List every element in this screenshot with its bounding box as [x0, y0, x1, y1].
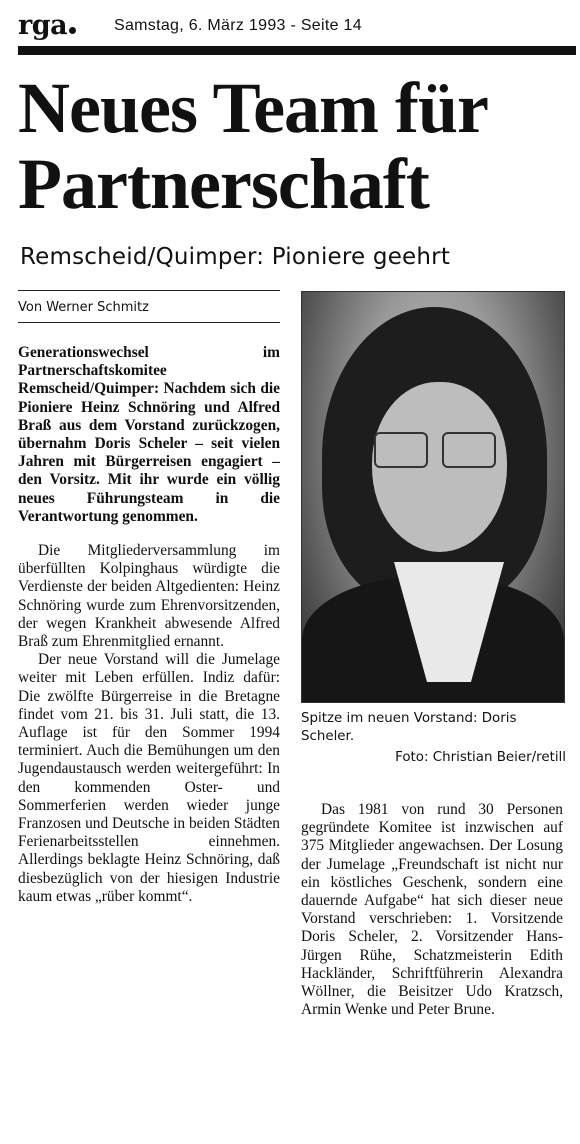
photo-credit: Foto: Christian Beier/retill	[395, 750, 566, 765]
byline-rule-bottom	[18, 322, 280, 323]
byline-rule-top	[18, 290, 280, 291]
photo-caption: Spitze im neuen Vorstand: Doris Scheler.	[301, 711, 517, 744]
masthead-rule	[18, 46, 576, 55]
newspaper-logo: rga	[18, 10, 76, 41]
byline: Von Werner Schmitz	[18, 300, 149, 315]
photo-glasses-icon	[374, 432, 428, 468]
body-paragraph: Die Mitgliederversammlung im überfüllten Kolpinghaus würdigte die Verdienste der beiden Altgedienten: Heinz Schnöring wurde zum Ehrenvorsitzenden, der wegen Krankheit abwesende Alfred Braß zum Ehrenmitglied ernannt.	[18, 542, 280, 651]
article-column-left	[18, 344, 280, 906]
issue-date-line: Samstag, 6. März 1993 - Seite 14	[114, 17, 362, 34]
lead-paragraph: Generationswechsel im Partnerschaftskomitee Remscheid/Quimper: Nachdem sich die Pioniere Heinz Schnöring und Alfred Braß aus dem Vorstand zurückzogen, übernahm Doris Scheler – seit vielen Jahren mit Bürgerreisen engagiert – den Vorsitz. Mit ihr wurde ein völlig neues Führungsteam in die Verantwortung genommen.	[18, 344, 280, 525]
body-paragraph: Das 1981 von rund 30 Personen gegründete Komitee ist inzwischen auf 375 Mitglieder angewachsen. Der Losung der Jumelage „Freundschaft ist nicht nur ein köstliches Geschenk, sondern eine dauernde Aufgabe“ hat sich dieser neue Vorstand verschrieben: 1. Vorsitzende Doris Scheler, 2. Vorsitzender Hans-Jürgen Rühe, Schatzmeisterin Edith Hackländer, Schriftführerin Alexandra Wöllner, die Beisitzer Udo Kratzsch, Armin Wenke und Peter Brune.	[301, 801, 563, 1019]
article-column-right	[301, 801, 563, 1019]
photo-glasses-icon	[442, 432, 496, 468]
logo-dot-icon	[69, 27, 76, 34]
masthead	[18, 10, 574, 40]
portrait-photo	[301, 291, 565, 703]
subheadline: Remscheid/Quimper: Pioniere geehrt	[20, 244, 451, 270]
body-paragraph: Der neue Vorstand will die Jumelage weiter mit Leben erfüllen. Indiz dafür: Die zwölfte Bürgerreise in die Bretagne findet vom 21. bis 31. Juli statt, die 13. Auflage ist für den Sommer 1994 terminiert. Auch die Bemühungen um den Jugendaustausch werden weitergeführt: In den kommenden Oster- und Sommerferien werden wieder junge Franzosen und Deutsche in beiden Städten Ferienarbeitsstellen einnehmen. Allerdings beklagte Heinz Schnöring, daß diesbezüglich von der hiesigen Industrie kaum etwas „rüber kommt“.	[18, 651, 281, 905]
headline: Neues Team für Partnerschaft	[18, 68, 487, 224]
